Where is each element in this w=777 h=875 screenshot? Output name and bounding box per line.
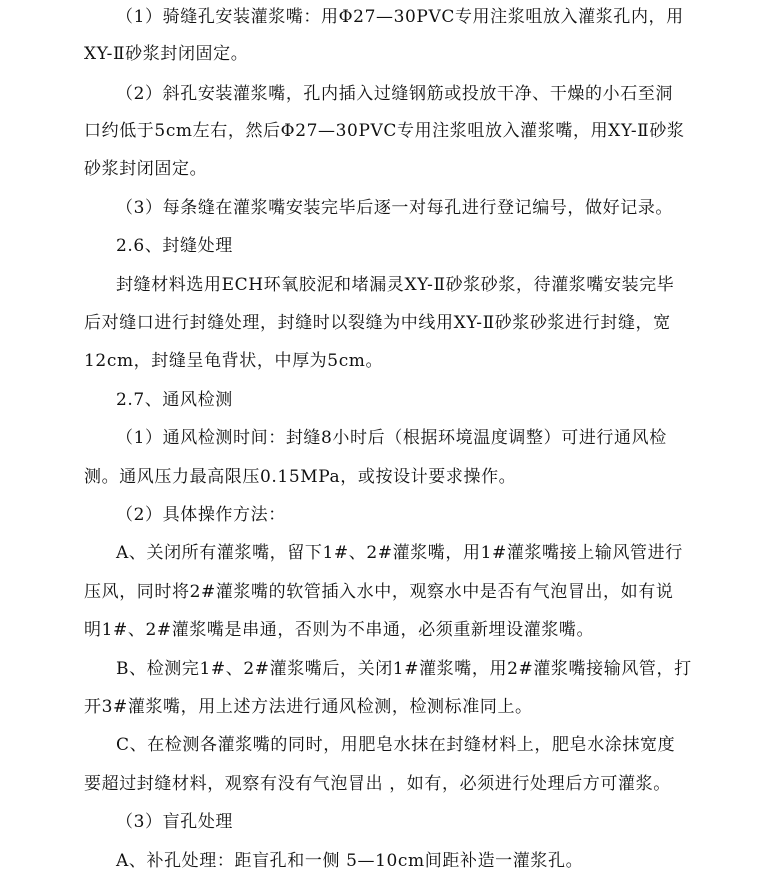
text-line-23: A、补孔处理：距盲孔和一侧 5—10cm间距补造一灌浆孔。	[116, 851, 584, 871]
text-line-10: 12cm，封缝呈龟背状，中厚为5cm。	[84, 351, 384, 371]
text-line-19: 开3#灌浆嘴，用上述方法进行通风检测，检测标准同上。	[84, 697, 533, 717]
text-line-8: 封缝材料选用ECH环氧胶泥和堵漏灵XY-Ⅱ砂浆砂浆，待灌浆嘴安装完毕	[116, 275, 675, 295]
text-line-2: XY-Ⅱ砂浆封闭固定。	[84, 44, 249, 64]
text-line-5: 砂浆封闭固定。	[84, 159, 208, 179]
section-heading-2-6: 2.6、封缝处理	[116, 236, 233, 256]
text-line-20: C、在检测各灌浆嘴的同时，用肥皂水抹在封缝材料上，肥皂水涂抹宽度	[116, 735, 676, 755]
text-line-17: 明1#、2#灌浆嘴是串通，否则为不串通，必须重新埋设灌浆嘴。	[84, 620, 595, 640]
text-line-6: （3）每条缝在灌浆嘴安装完毕后逐一对每孔进行登记编号，做好记录。	[116, 198, 674, 218]
text-line-12: （1）通风检测时间：封缝8小时后（根据环境温度调整）可进行通风检	[116, 428, 667, 448]
text-line-16: 压风，同时将2#灌浆嘴的软管插入水中，观察水中是否有气泡冒出，如有说	[84, 582, 674, 602]
text-line-14: （2）具体操作方法：	[116, 505, 286, 525]
section-heading-2-7: 2.7、通风检测	[116, 390, 233, 410]
text-line-3: （2）斜孔安装灌浆嘴，孔内插入过缝钢筋或投放干净、干燥的小石至洞	[116, 84, 674, 104]
text-line-1: （1）骑缝孔安装灌浆嘴：用Φ27—30PVC专用注浆咀放入灌浆孔内，用	[116, 7, 684, 27]
text-line-4: 口约低于5cm左右，然后Φ27—30PVC专用注浆咀放入灌浆嘴，用XY-Ⅱ砂浆	[84, 121, 685, 141]
text-line-21: 要超过封缝材料，观察有没有气泡冒出 ，如有，必须进行处理后方可灌浆。	[84, 774, 671, 794]
text-line-9: 后对缝口进行封缝处理，封缝时以裂缝为中线用XY-Ⅱ砂浆砂浆进行封缝，宽	[84, 313, 671, 333]
text-line-18: B、检测完1#、2#灌浆嘴后，关闭1#灌浆嘴，用2#灌浆嘴接输风管，打	[116, 659, 692, 679]
text-line-15: A、关闭所有灌浆嘴，留下1#、2#灌浆嘴，用1#灌浆嘴接上输风管进行	[116, 543, 683, 563]
text-line-22: （3）盲孔处理	[116, 812, 234, 832]
text-line-13: 测。通风压力最高限压0.15MPa，或按设计要求操作。	[84, 467, 517, 487]
